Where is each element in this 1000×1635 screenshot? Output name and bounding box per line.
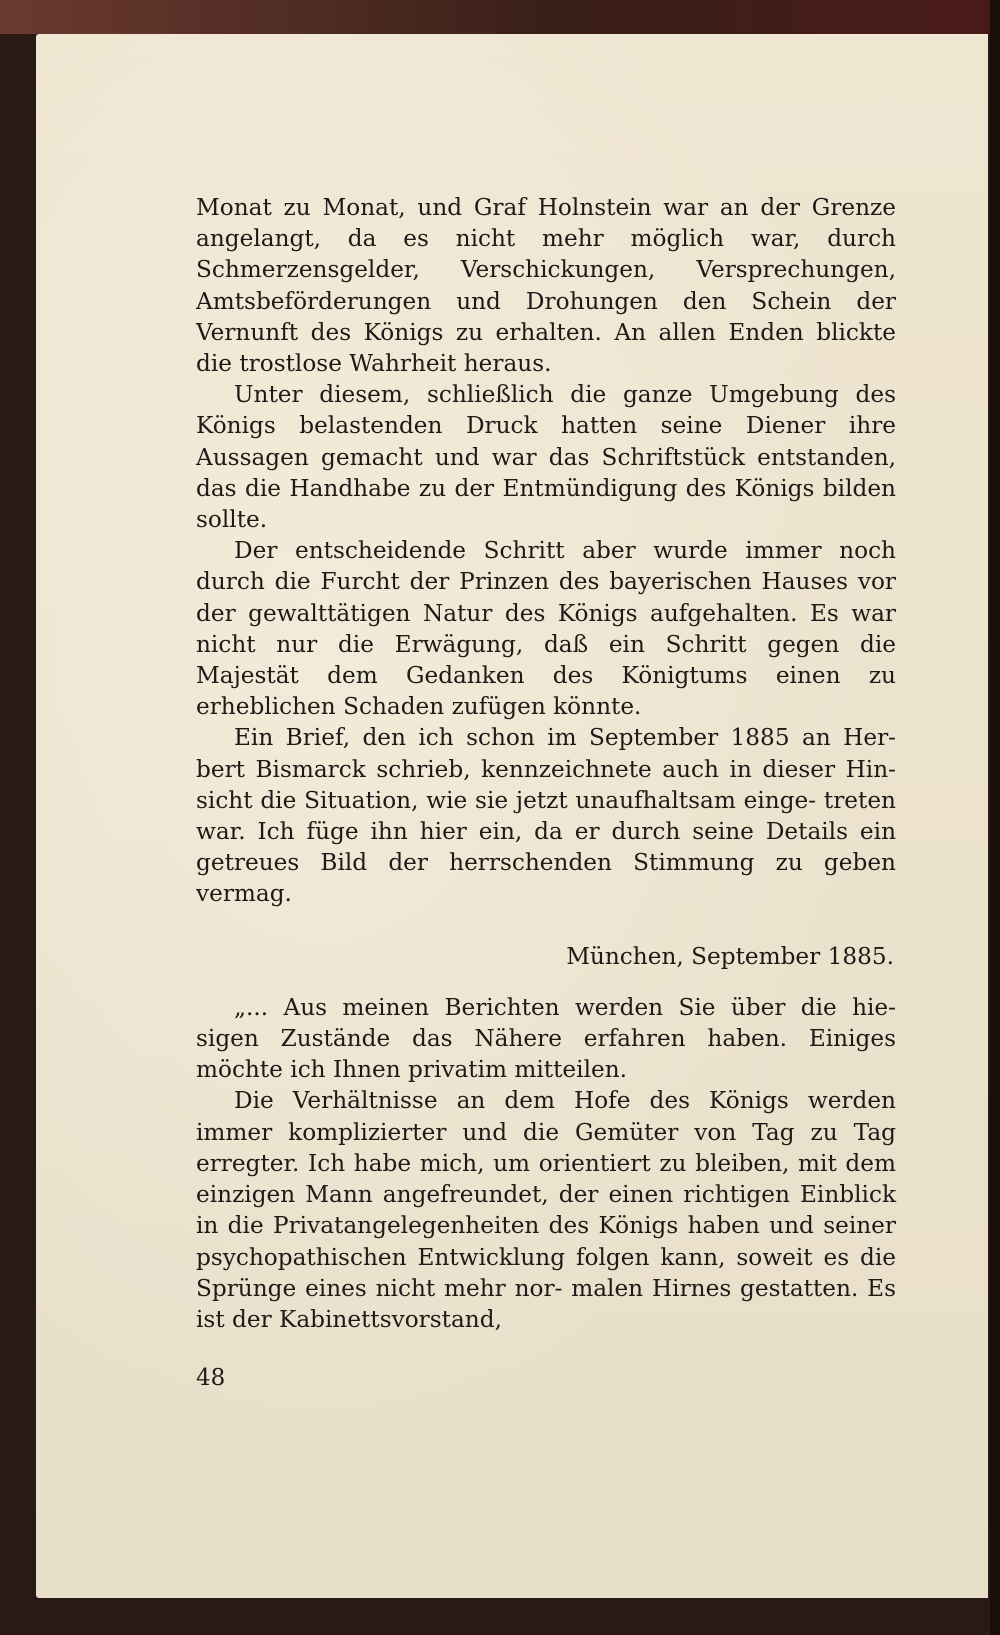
letter-dateline: München, September 1885. bbox=[566, 942, 894, 970]
paragraph: Ein Brief, den ich schon im September 1885 an Her- bert Bismarck schrieb, kennzeichnete auch in dieser Hin- sicht die Situation, wie sie jetzt unaufhaltsam einge- treten war. Ich füge ihn hier ein, da er durch seine Details ein getreues Bild der herrschenden Stimmung zu geben vermag. bbox=[196, 724, 896, 908]
book-edge bbox=[990, 0, 1000, 1635]
paragraph: Unter diesem, schließlich die ganze Umgebung des Königs belastenden Druck hatten seine Diener ihre Aussagen gemacht und war das Schriftstück entstanden, das die Handhabe zu der Entmündigung des Königs bilden sollte. bbox=[196, 381, 896, 534]
letter-paragraph: Die Verhältnisse an dem Hofe des Königs werden immer komplizierter und die Gemüter von Tag zu Tag erregter. Ich habe mich, um orientiert zu bleiben, mit dem einzigen Mann angefreundet, der einen richtigen Einblick in die Privatangelegenheiten des Königs haben und seiner psychopathischen Entwicklung folgen kann, soweit es die Sprünge eines nicht mehr nor- malen Hirnes gestatten. Es ist der Kabinettsvorstand, bbox=[196, 1087, 896, 1333]
paragraph: Der entscheidende Schritt aber wurde immer noch durch die Furcht der Prinzen des bayerischen Hauses vor der gewalttätigen Natur des Königs aufgehalten. Es war nicht nur die Erwägung, daß ein Schritt gegen die Majestät dem Gedanken des Königtums einen zu erheblichen Schaden zufügen könnte. bbox=[196, 537, 896, 721]
paragraph: Monat zu Monat, und Graf Holnstein war an der Grenze angelangt, da es nicht mehr möglich war, durch Schmerzensgelder, Verschickungen, Versprechungen, Amtsbeförderungen und Drohungen den Schein der Vernunft des Königs zu erhalten. An allen Enden blickte die trostlose Wahrheit heraus. bbox=[196, 194, 896, 378]
page-number: 48 bbox=[196, 1365, 226, 1391]
page-text bbox=[196, 192, 896, 1335]
book-cover-strip bbox=[0, 0, 1000, 34]
letter-paragraph: „... Aus meinen Berichten werden Sie über die hie- sigen Zustände das Nähere erfahren haben. Einiges möchte ich Ihnen privatim mitteilen. bbox=[196, 993, 896, 1084]
